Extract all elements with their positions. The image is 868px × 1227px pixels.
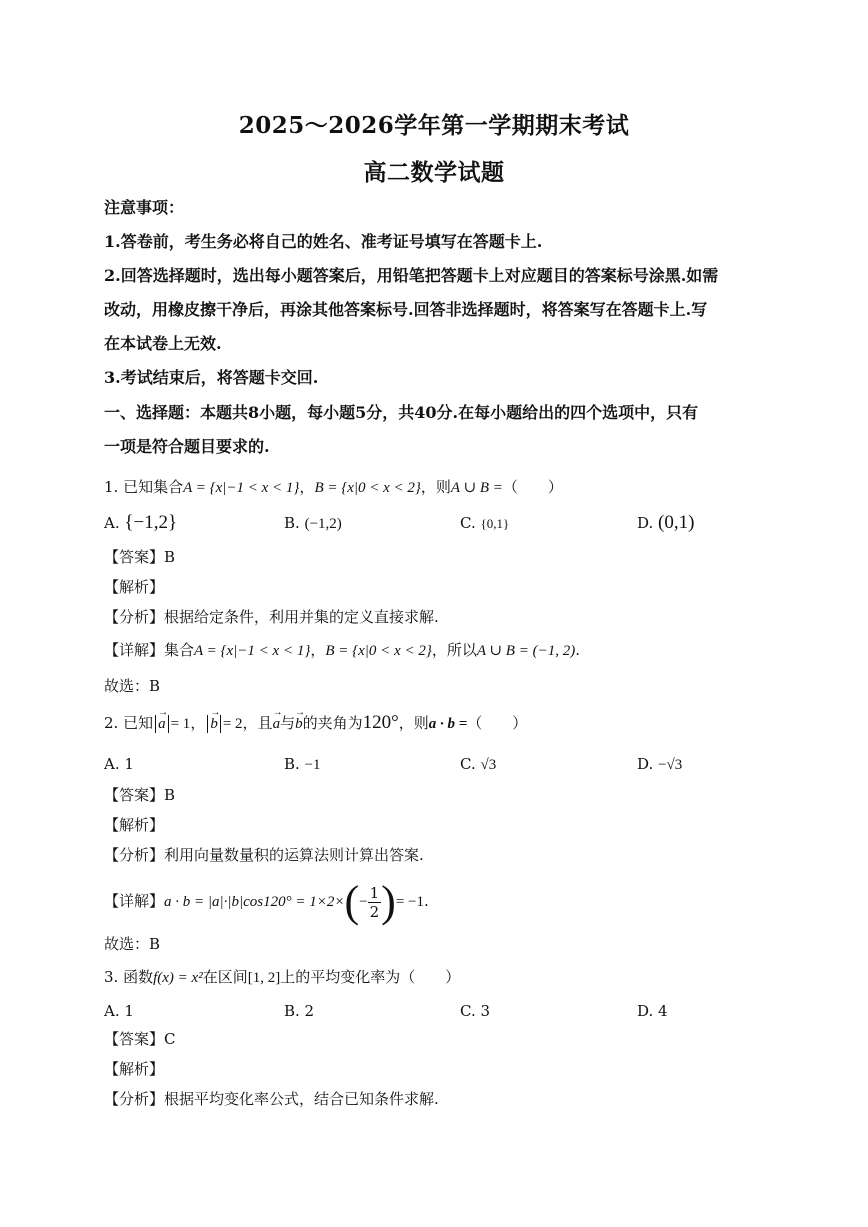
detail-prefix: 【详解】 — [104, 892, 165, 910]
question-1-then: ，则 — [420, 478, 451, 496]
question-3-option-b: B. 2 — [284, 1002, 315, 1020]
option-label: A. — [104, 514, 120, 532]
notice-item-2-line-1: 2.回答选择题时，选出每小题答案后，用铅笔把答题卡上对应题目的答案标号涂黑.如需 — [104, 266, 719, 285]
section-1-line-2: 一项是符合题目要求的. — [104, 437, 270, 456]
question-1-prefix: 1. 已知集合 — [104, 478, 184, 496]
question-1-analysis: 【解析】 — [104, 578, 165, 596]
question-1-option-d — [637, 513, 694, 533]
exam-subtitle: 高二数学试题 — [363, 159, 505, 186]
option-value: (−1,2) — [304, 516, 342, 532]
option-label: D. — [637, 755, 654, 773]
notice-item-1: 1.答卷前，考生务必将自己的姓名、准考证号填写在答题卡上. — [104, 232, 543, 251]
question-1-answer: 【答案】B — [104, 548, 176, 566]
question-3-suffix: 上的平均变化率为（ ） — [280, 968, 461, 986]
question-2-option-a: A. 1 — [104, 755, 134, 773]
question-3-option-c: C. 3 — [460, 1002, 491, 1020]
option-value: −√3 — [658, 757, 683, 773]
fraction-denominator: 2 — [369, 902, 380, 921]
notice-heading: 注意事项： — [104, 198, 185, 217]
question-1-option-b — [284, 513, 342, 534]
option-value: −1 — [304, 757, 321, 773]
question-2-then: ，则 — [398, 714, 429, 732]
option-value: {0,1} — [480, 516, 510, 531]
question-1-set-b: B = {x|0 < x < 2} — [314, 480, 421, 496]
question-3-mid: 在区间 — [202, 968, 248, 986]
question-3 — [104, 967, 774, 988]
detail-fraction — [368, 884, 382, 921]
question-1-detail — [104, 640, 774, 661]
question-2-option-b — [284, 754, 321, 775]
option-label: B. — [284, 514, 300, 532]
question-2-answer: 【答案】B — [104, 786, 176, 804]
notice-item-2-line-2: 改动，用橡皮擦干净后，再涂其他答案标号.回答非选择题时，将答案写在答题卡上.写 — [104, 300, 708, 319]
question-3-option-d: D. 4 — [637, 1002, 668, 1020]
option-label: B. — [284, 755, 300, 773]
section-1-line-1: 一、选择题：本题共8小题，每小题5分，共40分.在每小题给出的四个选项中，只有 — [104, 403, 699, 422]
question-1-option-c — [460, 513, 509, 534]
fraction-numerator: 1 — [369, 883, 380, 902]
question-3-option-a: A. 1 — [104, 1002, 134, 1020]
option-label: C. — [460, 755, 476, 773]
detail-so: ，所以 — [431, 641, 477, 659]
question-2-paren: （ ） — [467, 714, 528, 732]
magnitude-a: = 1 — [170, 716, 191, 732]
vector-b: → b — [210, 714, 218, 734]
vector-a-label: → a — [273, 714, 281, 734]
vector-a: → a — [158, 714, 166, 734]
question-2-dot: a · b = — [428, 716, 468, 732]
vector-b-label: → b — [295, 714, 303, 734]
notice-item-3: 3.考试结束后，将答题卡交回. — [104, 368, 319, 387]
question-2-choice: 故选：B — [104, 935, 161, 953]
question-3-fenxi: 【分析】根据平均变化率公式，结合已知条件求解. — [104, 1090, 439, 1108]
magnitude-b: = 2 — [222, 716, 243, 732]
question-2 — [104, 713, 774, 734]
question-2-option-d — [637, 754, 682, 775]
question-2-mid: ，且 — [242, 714, 273, 732]
option-value: {−1,2} — [124, 512, 178, 533]
option-value: (0,1) — [658, 512, 695, 533]
question-2-with: 与 — [280, 714, 296, 732]
question-3-analysis: 【解析】 — [104, 1060, 165, 1078]
exam-title: 2025～2026学年第一学期期末考试 — [238, 112, 630, 139]
detail-rhs: = −1 — [395, 894, 424, 910]
detail-prefix: 【详解】集合 — [104, 641, 195, 659]
question-2-angle-text: 的夹角为 — [302, 714, 363, 732]
question-1-set-a: A = {x|−1 < x < 1} — [183, 480, 300, 496]
notice-item-2-line-3: 在本试卷上无效. — [104, 334, 222, 353]
option-label: D. — [637, 514, 654, 532]
question-1-choice: 故选：B — [104, 677, 161, 695]
question-1-option-a — [104, 513, 177, 533]
detail-set-a: A = {x|−1 < x < 1} — [194, 643, 311, 659]
question-2-analysis: 【解析】 — [104, 816, 165, 834]
question-1 — [104, 477, 774, 498]
question-2-angle: 120° — [362, 712, 399, 733]
detail-end: . — [424, 892, 429, 910]
question-2-prefix: 2. 已知 — [104, 714, 154, 732]
question-3-prefix: 3. 函数 — [104, 968, 154, 986]
question-1-fenxi: 【分析】根据给定条件，利用并集的定义直接求解. — [104, 608, 439, 626]
option-value: √3 — [480, 757, 497, 773]
question-1-union: A ∪ B = — [450, 480, 503, 496]
question-2-comma: ， — [190, 714, 206, 732]
detail-comma: ， — [310, 641, 326, 659]
question-2-detail: 【详解】a · b = |a|·|b|cos120° = 1×2×(− $\frac{1}{2}$ )= −1. — [104, 877, 429, 926]
question-3-interval: [1, 2] — [247, 970, 281, 986]
detail-union: A ∪ B = (−1, 2) — [476, 643, 576, 659]
question-3-answer: 【答案】C — [104, 1030, 176, 1048]
question-2-fenxi: 【分析】利用向量数量积的运算法则计算出答案. — [104, 846, 424, 864]
detail-lhs: a · b = |a|·|b|cos120° = 1×2× — [164, 894, 345, 910]
question-1-comma: ， — [299, 478, 315, 496]
detail-set-b: B = {x|0 < x < 2} — [325, 643, 432, 659]
question-2-option-c — [460, 754, 496, 775]
option-label: C. — [460, 514, 476, 532]
detail-end: . — [575, 641, 580, 659]
question-3-function: f(x) = x² — [153, 970, 203, 986]
question-1-paren: （ ） — [502, 478, 563, 496]
